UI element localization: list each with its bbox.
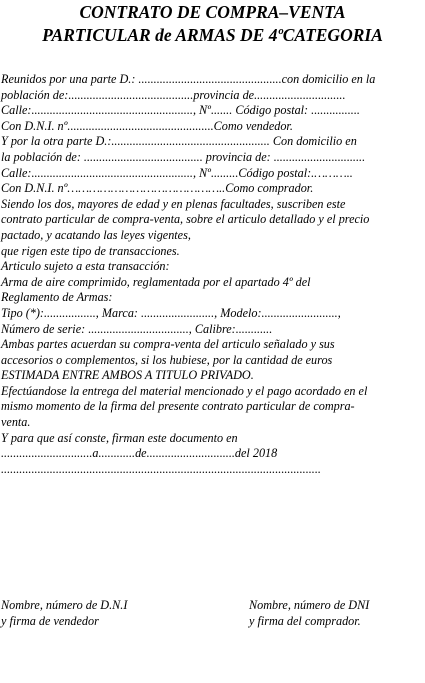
seller-signature-label-2: y firma de vendedor xyxy=(1,613,99,628)
body-line: Reunidos por una parte D.: ...............................................con domicilio en la xyxy=(1,72,376,86)
body-line: población de:.........................................provincia de.............................. xyxy=(1,87,346,102)
body-line: Número de serie: ................................., Calibre:............ xyxy=(1,321,273,336)
body-line: Ambas partes acuerdan su compra-venta del articulo señalado y sus xyxy=(1,337,335,352)
body-line: Con D.N.I. nº................................................Como vendedor. xyxy=(1,118,293,133)
body-line: Reglamento de Armas: xyxy=(1,290,113,305)
body-line: Con D.N.I. nº……………………………………..Como comprador. xyxy=(1,181,314,196)
body-line: la población de: ....................................... provincia de: .............................. xyxy=(1,149,366,164)
contract-body xyxy=(1,72,425,477)
body-line: ESTIMADA ENTRE AMBOS A TITULO PRIVADO. xyxy=(1,368,254,383)
body-line: Efectúandose la entrega del material mencionado y el pago acordado en el xyxy=(1,383,368,398)
body-line: contrato particular de compra-venta, sobre el articulo detallado y el precio xyxy=(1,212,370,227)
title-line-2: PARTICULAR de ARMAS DE 4ºCATEGORIA xyxy=(42,25,383,45)
body-line: Tipo (*):................., Marca: ........................, Modelo:........................., xyxy=(1,305,341,320)
seller-signature-label-1: Nombre, número de D.N.I xyxy=(1,598,128,612)
body-line: ......................................................................................................... xyxy=(1,461,321,476)
body-line: accesorios o complementos, si los hubiese, por la cantidad de euros xyxy=(1,352,333,367)
buyer-signature-label-2: y firma del comprador. xyxy=(249,613,361,628)
body-line: mismo momento de la firma del presente contrato particular de compra- xyxy=(1,399,355,414)
body-line: Y para que así conste, firman este documento en xyxy=(1,430,238,445)
body-line: Siendo los dos, mayores de edad y en plenas facultades, suscriben este xyxy=(1,196,346,211)
body-line: pactado, y acatando las leyes vigentes, xyxy=(1,227,191,242)
body-line: que rigen este tipo de transacciones. xyxy=(1,243,180,258)
buyer-signature-block xyxy=(249,598,369,629)
body-line: ..............................a............de.............................del 2018 xyxy=(1,446,278,461)
buyer-signature-label-1: Nombre, número de DNI xyxy=(249,598,370,612)
body-line: Articulo sujeto a esta transacción: xyxy=(1,259,170,274)
title-line-1: CONTRATO DE COMPRA–VENTA xyxy=(79,2,346,22)
seller-signature-block xyxy=(1,598,127,629)
body-line: venta. xyxy=(1,415,31,430)
body-line: Arma de aire comprimido, reglamentada por el apartado 4º del xyxy=(1,274,311,289)
body-line: Y por la otra parte D.:.................................................... Con domicilio en xyxy=(1,134,357,149)
body-line: Calle:....................................................., Nº.........Código postal:.……….. xyxy=(1,165,353,180)
body-line: Calle:....................................................., Nº....... Código postal: ................ xyxy=(1,103,360,118)
